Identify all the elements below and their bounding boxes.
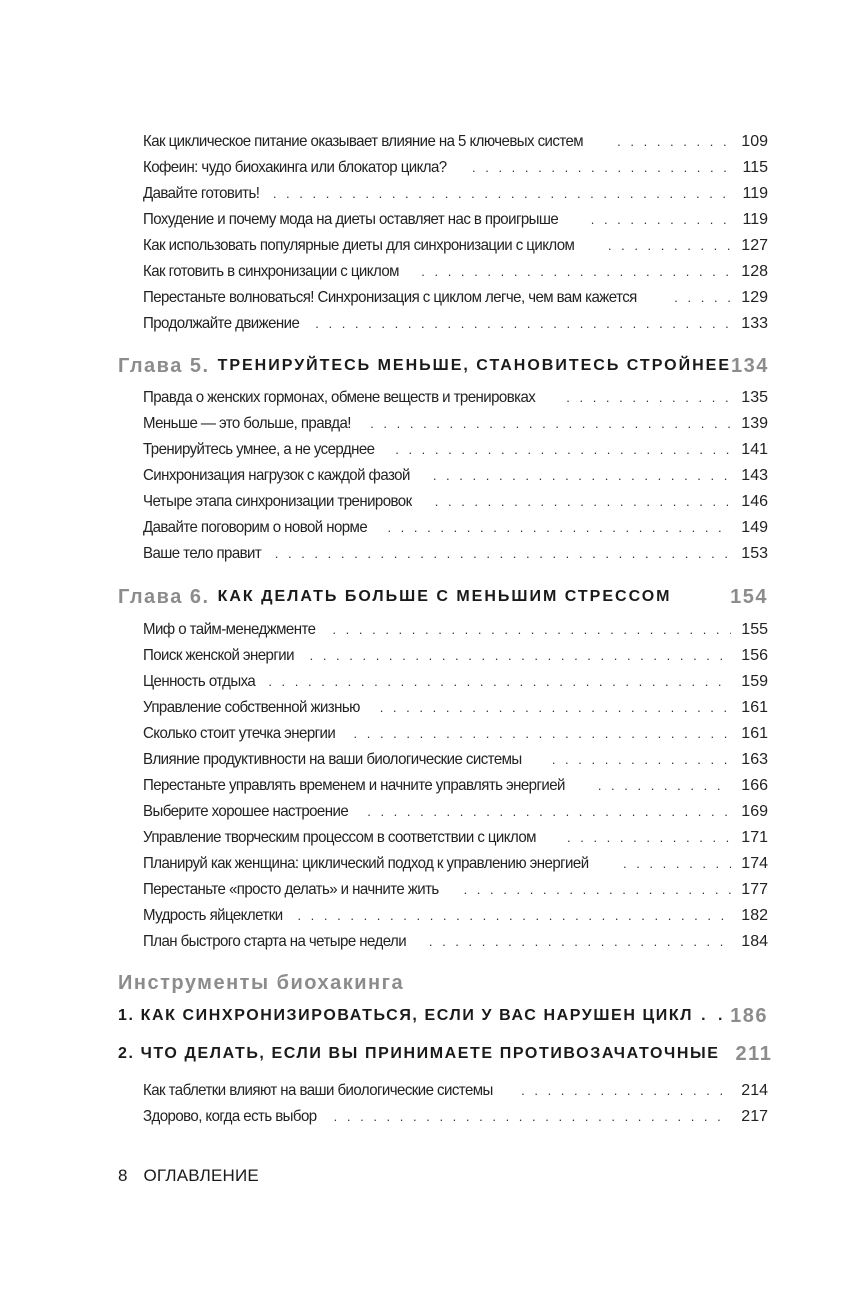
dot-leader bbox=[315, 314, 731, 334]
toc-entry-title: Сколько стоит утечка энергии bbox=[143, 725, 336, 742]
dot-leader bbox=[332, 620, 731, 640]
dot-leader bbox=[334, 1107, 732, 1127]
dot-leader bbox=[433, 466, 731, 486]
dot-leader bbox=[567, 828, 731, 848]
tool-entry[interactable] bbox=[118, 1036, 773, 1066]
dot-leader bbox=[297, 906, 731, 926]
chapter-page: 134 bbox=[731, 355, 769, 377]
dot-leader bbox=[591, 210, 732, 230]
toc-entry-page: 141 bbox=[741, 441, 768, 458]
dot-leader bbox=[429, 932, 731, 952]
toc-entry[interactable] bbox=[143, 180, 768, 204]
toc-entry[interactable] bbox=[143, 746, 768, 770]
toc-entry-page: 169 bbox=[741, 803, 768, 820]
tool-page: 186 bbox=[730, 1005, 768, 1027]
page-footer bbox=[118, 1166, 259, 1186]
toc-entry[interactable] bbox=[143, 928, 768, 952]
toc-entry-page: 171 bbox=[741, 829, 768, 846]
toc-entry-page: 129 bbox=[741, 289, 768, 306]
toc-entry[interactable] bbox=[143, 462, 768, 486]
toc-entry-page: 214 bbox=[741, 1082, 768, 1099]
toc-entry[interactable] bbox=[143, 668, 768, 692]
toc-entry-page: 217 bbox=[741, 1108, 768, 1125]
dot-leader bbox=[623, 854, 731, 874]
dot-leader bbox=[421, 262, 731, 282]
dot-leader bbox=[674, 288, 731, 308]
toc-entry-page: 166 bbox=[741, 777, 768, 794]
toc-entry-title: Поиск женской энергии bbox=[143, 647, 294, 664]
dot-leader bbox=[370, 414, 731, 434]
toc-entry-title: Ценность отдыха bbox=[143, 673, 256, 690]
toc-entry-title: Как использовать популярные диеты для синхронизации с циклом bbox=[143, 237, 575, 254]
dot-leader bbox=[617, 132, 731, 152]
toc-entry[interactable] bbox=[143, 284, 768, 308]
chapter-title: КАК ДЕЛАТЬ БОЛЬШЕ С МЕНЬШИМ СТРЕССОМ bbox=[217, 588, 672, 605]
toc-entry-title: Перестаньте волноваться! Синхронизация с циклом легче, чем вам кажется bbox=[143, 289, 637, 306]
toc-entry-page: 163 bbox=[741, 751, 768, 768]
toc-entry-page: 135 bbox=[741, 389, 768, 406]
chapter-label: Глава 6. bbox=[118, 586, 210, 608]
toc-entry-page: 133 bbox=[741, 315, 768, 332]
toc-entry-title: Мудрость яйцеклетки bbox=[143, 907, 283, 924]
toc-entry-page: 153 bbox=[741, 545, 768, 562]
dot-leader bbox=[395, 440, 731, 460]
toc-entry[interactable] bbox=[143, 410, 768, 434]
toc-entry[interactable] bbox=[143, 1077, 768, 1101]
toc-entry-title: Как циклическое питание оказывает влияние на 5 ключевых систем bbox=[143, 133, 584, 150]
toc-entry[interactable] bbox=[143, 154, 768, 178]
toc-entry-page: 182 bbox=[741, 907, 768, 924]
dot-leader bbox=[273, 184, 732, 204]
dot-leader bbox=[552, 750, 731, 770]
dot-leader bbox=[435, 492, 732, 512]
toc-entry-page: 119 bbox=[742, 211, 768, 228]
toc-entry-page: 128 bbox=[741, 263, 768, 280]
toc-entry[interactable] bbox=[143, 206, 768, 230]
toc-entry-title: План быстрого старта на четыре недели bbox=[143, 933, 407, 950]
toc-entry-title: Миф о тайм-менеджменте bbox=[143, 621, 316, 638]
toc-entry-page: 159 bbox=[741, 673, 768, 690]
toc-entry-page: 174 bbox=[741, 855, 768, 872]
tool-page: 211 bbox=[735, 1043, 773, 1065]
toc-entry[interactable] bbox=[143, 384, 768, 408]
toc-entry[interactable] bbox=[143, 642, 768, 666]
toc-entry-title: Перестаньте управлять временем и начните управлять энергией bbox=[143, 777, 565, 794]
toc-entry-title: Давайте поговорим о новой норме bbox=[143, 519, 368, 536]
chapter-heading[interactable] bbox=[118, 579, 768, 609]
tool-title: 1. КАК СИНХРОНИЗИРОВАТЬСЯ, ЕСЛИ У ВАС НАРУШЕН ЦИКЛ bbox=[118, 1007, 694, 1024]
toc-entry-title: Влияние продуктивности на ваши биологические системы bbox=[143, 751, 522, 768]
toc-entry[interactable] bbox=[143, 772, 768, 796]
toc-entry[interactable] bbox=[143, 616, 768, 640]
dot-leader bbox=[275, 544, 732, 564]
tool-title: 2. ЧТО ДЕЛАТЬ, ЕСЛИ ВЫ ПРИНИМАЕТЕ ПРОТИВОЗАЧАТОЧНЫЕ bbox=[118, 1045, 720, 1062]
dot-leader bbox=[472, 158, 732, 178]
toc-entry[interactable] bbox=[143, 310, 768, 334]
toc-entry[interactable] bbox=[143, 488, 768, 512]
toc-entry-page: 184 bbox=[741, 933, 768, 950]
toc-entry-title: Планируй как женщина: циклический подход к управлению энергией bbox=[143, 855, 589, 872]
dot-leader bbox=[608, 236, 731, 256]
toc-entry-title: Кофеин: чудо биохакинга или блокатор цикла? bbox=[143, 159, 447, 176]
toc-entry[interactable] bbox=[143, 824, 768, 848]
dot-leader bbox=[464, 880, 732, 900]
toc-entry-title: Продолжайте движение bbox=[143, 315, 300, 332]
toc-entry[interactable] bbox=[143, 540, 768, 564]
toc-entry-title: Тренируйтесь умнее, а не усерднее bbox=[143, 441, 375, 458]
toc-entry-page: 143 bbox=[741, 467, 768, 484]
toc-entry-page: 119 bbox=[742, 185, 768, 202]
footer-label: ОГЛАВЛЕНИЕ bbox=[143, 1166, 259, 1185]
dot-leader bbox=[354, 724, 732, 744]
toc-entry[interactable] bbox=[143, 1103, 768, 1127]
toc-entry-title: Выберите хорошее настроение bbox=[143, 803, 349, 820]
toc-entry[interactable] bbox=[143, 720, 768, 744]
chapter-heading[interactable] bbox=[118, 348, 768, 378]
toc-entry-page: 156 bbox=[741, 647, 768, 664]
toc-entry-page: 161 bbox=[741, 725, 768, 742]
toc-entry-page: 161 bbox=[741, 699, 768, 716]
tools-heading: Инструменты биохакинга bbox=[118, 972, 405, 994]
toc-entry-title: Управление собственной жизнью bbox=[143, 699, 360, 716]
toc-entry-title: Меньше — это больше, правда! bbox=[143, 415, 351, 432]
toc-entry-title: Четыре этапа синхронизации тренировок bbox=[143, 493, 412, 510]
dot-leader bbox=[380, 698, 732, 718]
toc-entry[interactable] bbox=[143, 258, 768, 282]
dot-leader bbox=[521, 1081, 731, 1101]
toc-entry-title: Здорово, когда есть выбор bbox=[143, 1108, 317, 1125]
toc-entry[interactable] bbox=[143, 850, 768, 874]
page-number: 8 bbox=[118, 1166, 128, 1185]
toc-entry-page: 127 bbox=[741, 237, 768, 254]
toc-entry-title: Как готовить в синхронизации с циклом bbox=[143, 263, 399, 280]
dot-leader bbox=[701, 1004, 722, 1028]
toc-entry-page: 155 bbox=[741, 621, 768, 638]
dot-leader bbox=[268, 672, 731, 692]
toc-entry[interactable] bbox=[143, 232, 768, 256]
dot-leader bbox=[566, 388, 731, 408]
chapter-page: 154 bbox=[730, 586, 768, 608]
toc-entry-title: Синхронизация нагрузок с каждой фазой bbox=[143, 467, 410, 484]
toc-entry[interactable] bbox=[143, 128, 768, 152]
toc-entry-page: 115 bbox=[742, 159, 768, 176]
toc-entry[interactable] bbox=[143, 514, 768, 538]
toc-entry-title: Управление творческим процессом в соответствии с циклом bbox=[143, 829, 536, 846]
toc-entry-page: 146 bbox=[741, 493, 768, 510]
dot-leader bbox=[367, 802, 731, 822]
toc-entry-page: 177 bbox=[741, 881, 768, 898]
toc-entry-title: Ваше тело правит bbox=[143, 545, 262, 562]
toc-entry[interactable] bbox=[143, 798, 768, 822]
toc-entry[interactable] bbox=[143, 876, 768, 900]
toc-entry[interactable] bbox=[143, 436, 768, 460]
toc-entry[interactable] bbox=[143, 694, 768, 718]
toc-entry[interactable] bbox=[143, 902, 768, 926]
dot-leader bbox=[310, 646, 732, 666]
dot-leader bbox=[598, 776, 731, 796]
chapter-title: ТРЕНИРУЙТЕСЬ МЕНЬШЕ, СТАНОВИТЕСЬ СТРОЙНЕЕ bbox=[217, 357, 731, 374]
chapter-label: Глава 5. bbox=[118, 355, 210, 377]
dot-leader bbox=[387, 518, 731, 538]
tool-entry[interactable] bbox=[118, 998, 768, 1028]
toc-entry-page: 109 bbox=[741, 133, 768, 150]
toc-entry-title: Похудение и почему мода на диеты оставляет нас в проигрыше bbox=[143, 211, 559, 228]
toc-entry-title: Перестаньте «просто делать» и начните жить bbox=[143, 881, 439, 898]
toc-entry-title: Как таблетки влияют на ваши биологические системы bbox=[143, 1082, 493, 1099]
toc-entry-page: 139 bbox=[741, 415, 768, 432]
toc-entry-page: 149 bbox=[741, 519, 768, 536]
toc-entry-title: Давайте готовить! bbox=[143, 185, 260, 202]
toc-entry-title: Правда о женских гормонах, обмене веществ и тренировках bbox=[143, 389, 536, 406]
